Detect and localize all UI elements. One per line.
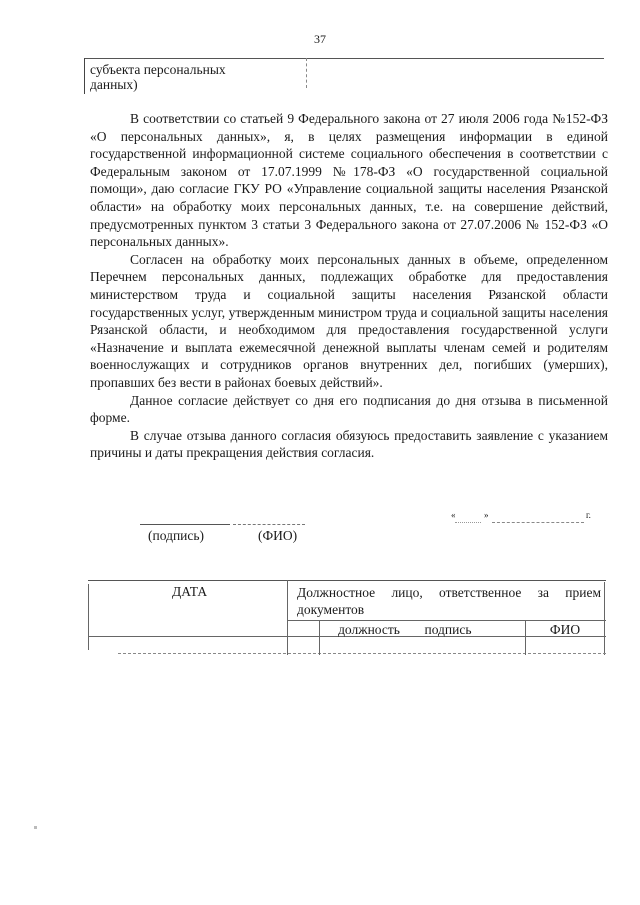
scan-speck (34, 826, 37, 829)
subject-cell-line1: субъекта персональных (90, 62, 226, 77)
paragraph-validity: Данное согласие действует со дня его подписания до дня отзыва в письменной форме. (90, 392, 608, 426)
date-day-line[interactable] (455, 522, 481, 523)
acceptance-header-divider (287, 620, 606, 621)
official-signature-header: подпись (424, 622, 472, 637)
top-table-fragment (84, 58, 604, 94)
acceptance-border-right (604, 582, 605, 655)
position-header: должность (338, 622, 400, 637)
official-name-header: ФИО (549, 622, 581, 637)
date-month-line[interactable] (492, 522, 584, 523)
table-border-top (84, 58, 604, 59)
signature-line[interactable] (140, 524, 230, 525)
paragraph-withdrawal: В случае отзыва данного согласия обязуюсь предоставить заявление с указанием причины и даты прекращения действия согласия. (90, 427, 608, 461)
name-line[interactable] (233, 524, 305, 525)
acceptance-border-top (88, 580, 606, 581)
subject-cell-text (90, 62, 226, 92)
acceptance-table (88, 580, 606, 655)
date-quote-close: » (484, 510, 489, 520)
date-quote-open: « (451, 510, 456, 520)
subject-cell-line2: данных) (90, 77, 138, 92)
table-border-left (84, 58, 85, 94)
paragraph-legal-basis: В соответствии со статьей 9 Федерального закона от 27 июля 2006 года №152-ФЗ «О персональных данных», я, в целях размещения информации в единой государственной информационной системе социального обеспечения в соответствии с Федеральным законом от 17.07.1999 №178-ФЗ «О государственной социальной помощи», даю согласие ГКУ РО «Управление социальной защиты населения Рязанской области» на обработку моих персональных данных, т.е. на совершение действий, предусмотренных пунктом 3 статьи 3 Федерального закона от 27.07.2006 № 152-ФЗ «О персональных данных». (90, 111, 608, 250)
official-header: Должностное лицо, ответственное за прием документов (297, 585, 601, 617)
acceptance-border-mid (287, 580, 288, 655)
signature-block (0, 512, 640, 552)
date-header: ДАТА (172, 584, 208, 599)
page-number: 37 (314, 32, 326, 46)
acceptance-border-left (88, 584, 89, 650)
acceptance-border-bottom (118, 653, 606, 654)
paragraph-scope: Согласен на обработку моих персональных данных в объеме, определенном Перечнем персональных данных, подлежащих обработке для предоставления министерством труда и социальной защиты населения Рязанской области государственных услуг, утвержденным министром труда и социальной защиты населения Рязанской области, и необходимом для предоставления государственной услуги «Назначение и выплата ежемесячной денежной выплаты членам семей и родителям военнослужащих и сотрудников органов внутренних дел, погибших (умерших), пропавших без вести в районах боевых действий». (90, 251, 608, 390)
year-suffix: г. (586, 510, 591, 520)
table-border-mid (306, 58, 307, 88)
name-label: (ФИО) (258, 528, 298, 543)
consent-body (90, 110, 608, 462)
signature-label: (подпись) (148, 528, 205, 543)
